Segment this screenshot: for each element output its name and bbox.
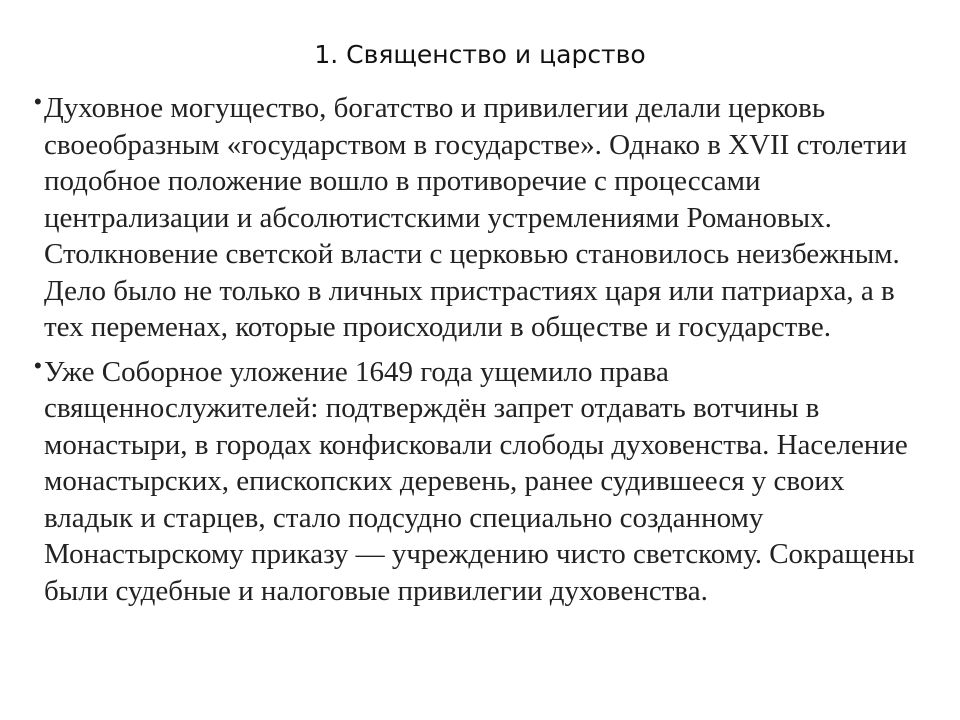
bullet-icon: • [34,352,42,378]
paragraph-2 [36,354,916,610]
paragraph-text: Уже Соборное уложение 1649 года ущемило права священнослужителей: подтверждён запрет отдавать вотчины в монастыри, в городах конфисковали слободы духовенства. Население монастырских, епископских деревень, ранее судившееся у своих владык и старцев, стало подсудно специально созданному Монастырскому приказу — учреждению чисто светскому. Сокращены были судебные и налоговые привилегии духовенства. [44,355,915,607]
bullet-icon: • [34,89,42,114]
slide-content [36,90,916,617]
paragraph-1 [36,90,916,346]
slide-title: 1. Священство и царство [314,40,646,69]
paragraph-text: Духовное могущество, богатство и привилегии делали церковь своеобразным «государством в государстве». Однако в XVII столетии подобное положение вошло в противоречие с процессами централизации и абсолютистскими устремлениями Романовых. Столкновение светской власти с церковью становилось неизбежным. Дело было не только в личных пристрастиях царя или патриарха, а в тех переменах, которые происходили в обществе и государстве. [44,92,907,343]
